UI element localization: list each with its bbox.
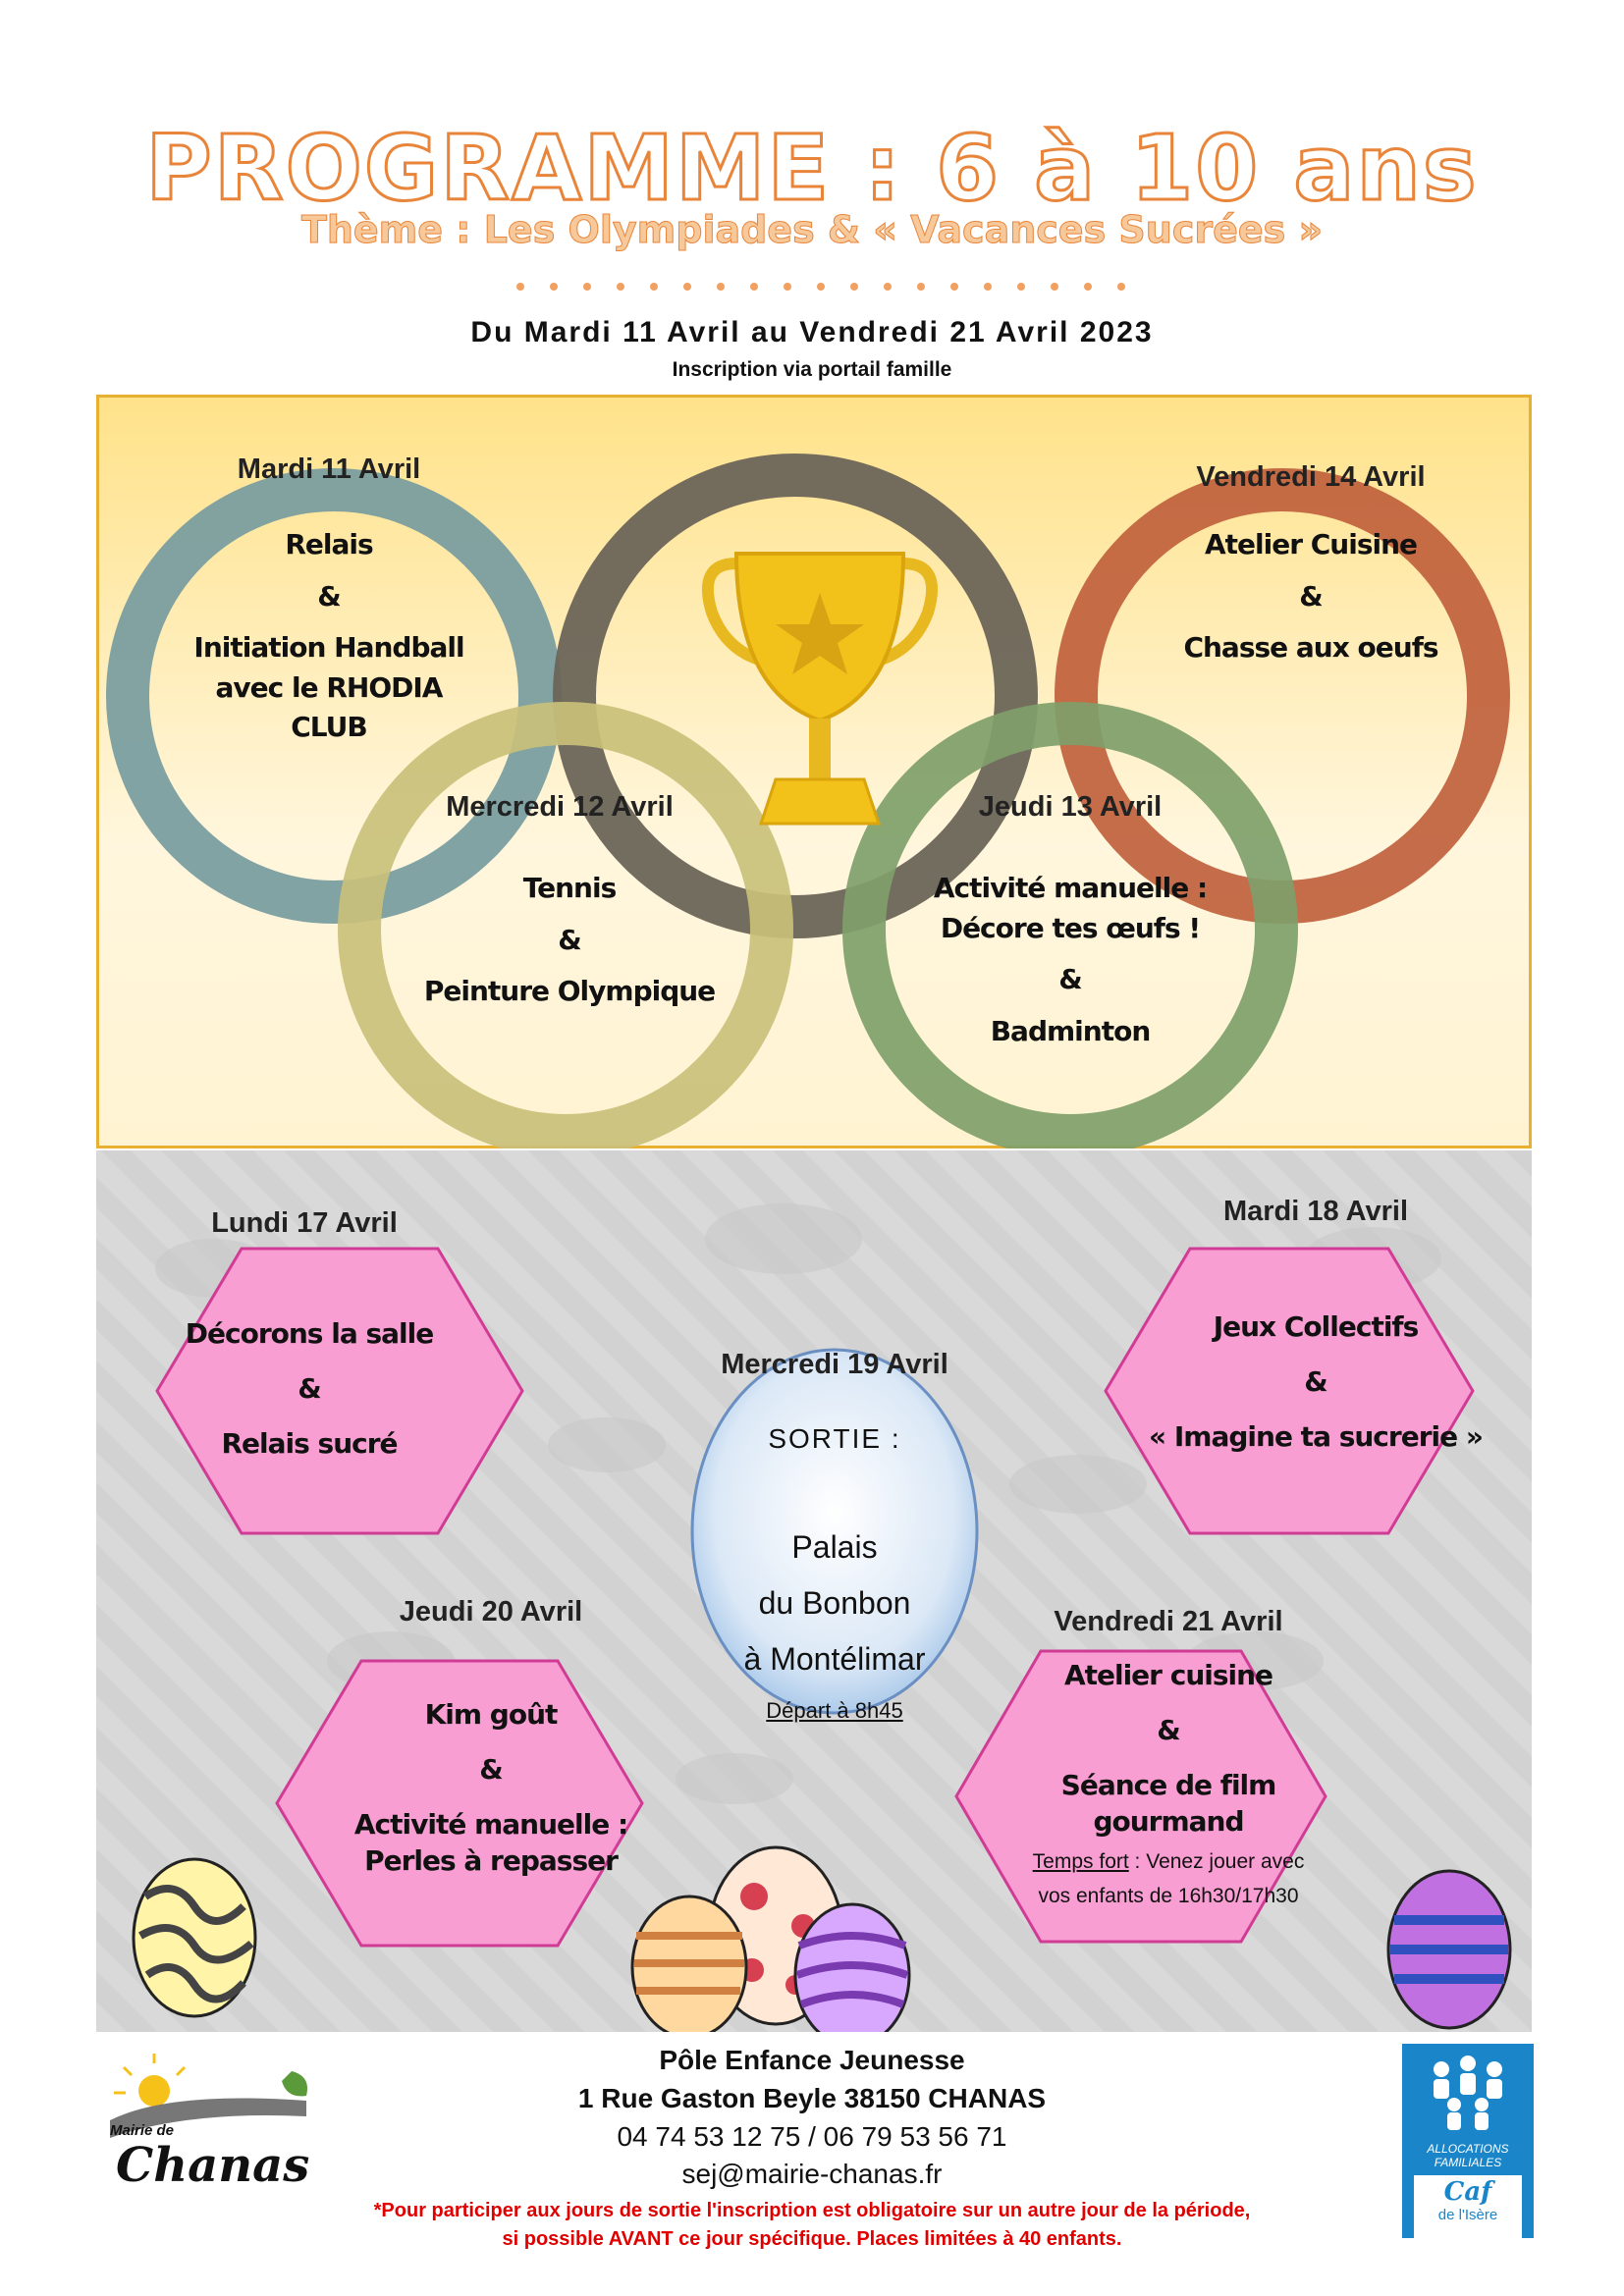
sortie-label: SORTIE :	[768, 1423, 901, 1454]
caf-name: Caf	[1443, 2177, 1492, 2207]
activities-mardi-11	[177, 525, 481, 748]
activity-line: &	[317, 579, 341, 613]
caf-region: de l'Isère	[1437, 2207, 1498, 2223]
day-label-jeudi-20: Jeudi 20 Avril	[399, 1596, 583, 1628]
caf-small-text: ALLOCATIONS FAMILIALES	[1427, 2142, 1509, 2170]
activity-line: Chasse aux oeufs	[1183, 631, 1438, 665]
activities-jeudi-20	[334, 1696, 648, 1880]
mairie-name: Chanas	[116, 2138, 310, 2193]
temps-fort-label: Temps fort	[1032, 1850, 1129, 1873]
activity-line: Jeux Collectifs	[1213, 1310, 1419, 1343]
day-label-jeudi-13: Jeudi 13 Avril	[978, 791, 1163, 823]
dotted-divider	[511, 277, 1139, 296]
day-label-mardi-11: Mardi 11 Avril	[237, 454, 421, 485]
activity-line: Perles à repasser	[364, 1844, 618, 1878]
activities-mercredi-12	[412, 869, 727, 1012]
temps-fort-note	[992, 1845, 1345, 1913]
mairie-small-text: Mairie de	[110, 2122, 175, 2139]
activities-lundi-17	[167, 1315, 452, 1462]
activity-line: Séance de film gourmand	[1060, 1768, 1276, 1839]
page-title: PROGRAMME : 6 à 10 ans	[145, 116, 1479, 221]
activity-line: &	[1299, 579, 1323, 613]
day-label-vendredi-14: Vendredi 14 Avril	[1196, 461, 1426, 493]
temps-fort-text: : Venez jouer avec	[1134, 1850, 1305, 1873]
activity-line: &	[479, 1752, 503, 1786]
activity-line: &	[1058, 963, 1082, 996]
activities-vendredi-21	[992, 1657, 1345, 1841]
easter-egg-group-icon	[632, 1847, 909, 2032]
activity-line: &	[558, 923, 581, 956]
activity-line: Atelier Cuisine	[1204, 528, 1418, 561]
destination-line: Palais	[791, 1529, 878, 1565]
destination-line: à Montélimar	[743, 1640, 926, 1677]
olympic-rings	[96, 395, 1532, 1148]
org-email[interactable]: sej@mairie-chanas.fr	[681, 2159, 943, 2189]
departure-time: Départ à 8h45	[766, 1698, 903, 1723]
activity-line: Relais	[285, 528, 373, 561]
activity-line: Badminton	[990, 1014, 1151, 1047]
temps-fort-text2: vos enfants de 16h30/17h30	[1038, 1884, 1299, 1907]
activities-jeudi-13	[918, 869, 1222, 1051]
activity-line: CLUB	[291, 711, 367, 744]
activity-line: Relais sucré	[221, 1426, 398, 1460]
org-address: 1 Rue Gaston Beyle 38150 CHANAS	[577, 2083, 1047, 2113]
activity-line: &	[1157, 1713, 1180, 1746]
participation-note	[0, 2197, 1624, 2254]
temps-fort-line	[992, 1845, 1345, 1880]
activity-line: Initiation Handball	[193, 631, 464, 665]
page-subtitle: Thème : Les Olympiades & « Vacances Sucrées »	[300, 208, 1324, 251]
day-label-mardi-18: Mardi 18 Avril	[1222, 1196, 1409, 1227]
activities-mardi-18	[1149, 1308, 1483, 1455]
activity-line: avec le RHODIA	[215, 670, 443, 704]
destination-line: du Bonbon	[758, 1584, 911, 1621]
day-label-mercredi-19: Mercredi 19 Avril	[721, 1349, 948, 1380]
activity-line: Activité manuelle :	[933, 872, 1208, 904]
activity-line: Décore tes œufs !	[940, 911, 1201, 944]
activity-line: Kim goût	[424, 1698, 558, 1731]
activity-line: Tennis	[522, 872, 617, 904]
activity-line: Décorons la salle	[185, 1317, 434, 1350]
day-label-lundi-17: Lundi 17 Avril	[211, 1207, 398, 1239]
activities-vendredi-14	[1164, 525, 1458, 668]
activity-line: Peinture Olympique	[423, 975, 716, 1008]
org-name: Pôle Enfance Jeunesse	[659, 2045, 965, 2075]
caf-people-icon	[1402, 2050, 1534, 2138]
activity-line: &	[1304, 1364, 1327, 1398]
activity-line: « Imagine ta sucrerie »	[1149, 1419, 1483, 1453]
activity-line: Activité manuelle :	[353, 1807, 628, 1841]
note-line-1: *Pour participer aux jours de sortie l'inscription est obligatoire sur un autre jour de la période,	[373, 2200, 1251, 2221]
period-dates: Du Mardi 11 Avril au Vendredi 21 Avril 2023	[470, 316, 1154, 348]
note-line-2: si possible AVANT ce jour spécifique. Places limitées à 40 enfants.	[502, 2228, 1122, 2250]
inscription-note: Inscription via portail famille	[672, 358, 952, 381]
day-label-mercredi-12: Mercredi 12 Avril	[446, 791, 674, 823]
activity-line: &	[298, 1371, 321, 1405]
day-label-vendredi-21: Vendredi 21 Avril	[1054, 1606, 1283, 1637]
easter-egg-right-icon	[1388, 1871, 1510, 2028]
sortie-destination	[707, 1520, 962, 1687]
activity-line: Atelier cuisine	[1063, 1659, 1273, 1691]
org-phones: 04 74 53 12 75 / 06 79 53 56 71	[617, 2121, 1007, 2152]
easter-egg-left-icon	[134, 1859, 255, 2016]
